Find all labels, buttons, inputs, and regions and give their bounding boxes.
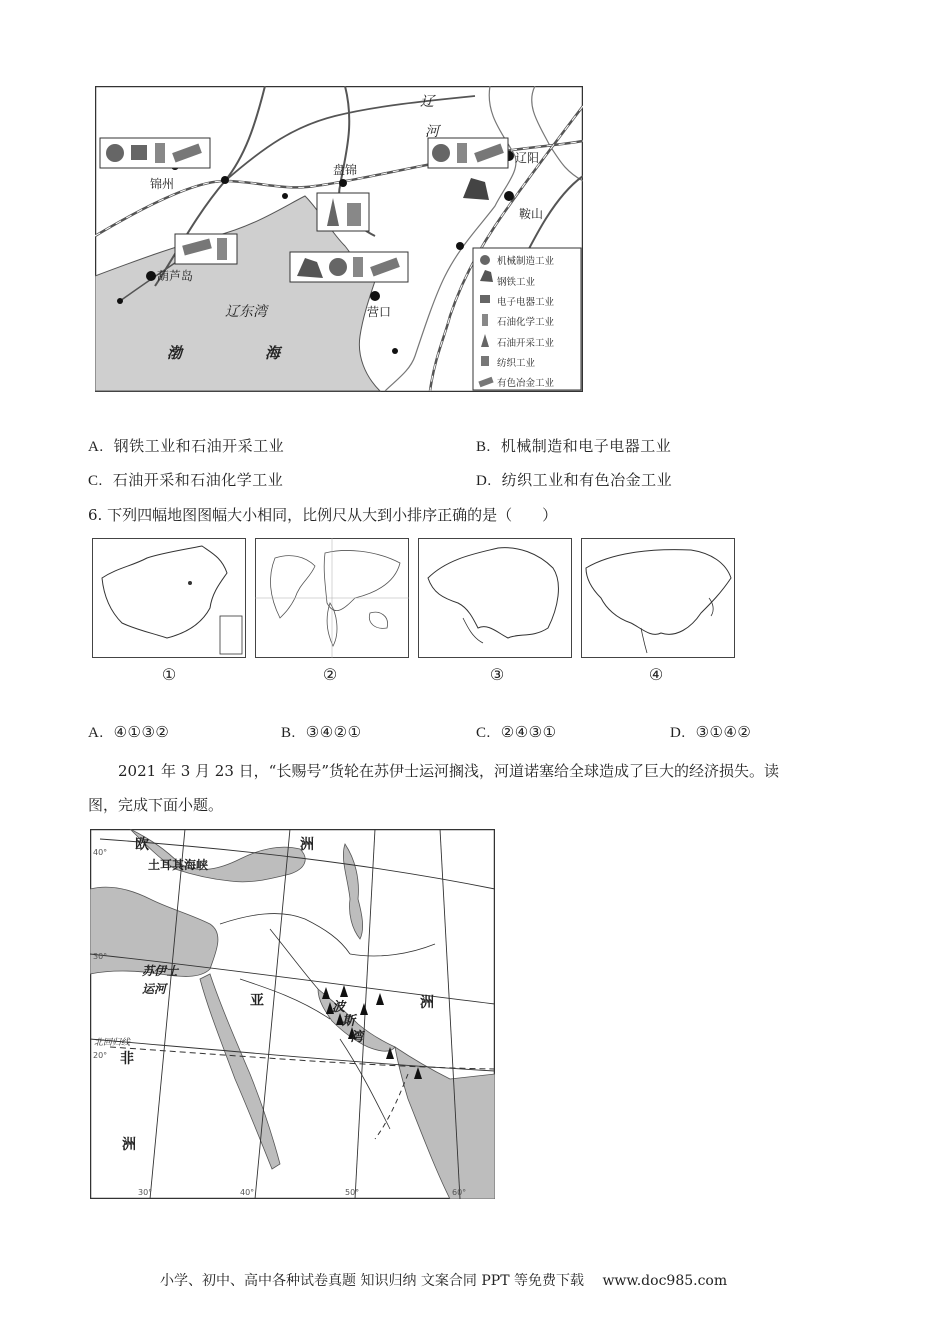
footer-url[interactable]: www.doc985.com <box>602 1273 728 1289</box>
label-fei: 非 <box>120 1051 134 1067</box>
label-hai: 海 <box>265 344 281 362</box>
lat-tick: 40° <box>93 848 108 857</box>
option-text: 机械制造和电子电器工业 <box>500 437 672 455</box>
label-anshan: 鞍山 <box>519 207 544 221</box>
yingkou-icon-box <box>290 252 408 282</box>
q5-option-d[interactable] <box>476 469 672 490</box>
liaoyang-icon-box <box>428 138 508 168</box>
label-yingkou: 营口 <box>367 305 392 319</box>
passage <box>88 754 888 822</box>
option-text: 钢铁工业和石油开采工业 <box>113 437 285 455</box>
map-label-1: ① <box>161 665 177 684</box>
passage-line-1: 2021 年 3 月 23 日，“长赐号”货轮在苏伊士运河搁浅，河道诺塞给全球造成了巨大的经济损失。读 <box>118 762 779 780</box>
q6-option-d[interactable] <box>670 723 751 742</box>
lon-tick: 60° <box>452 1188 467 1197</box>
label-ya: 亚 <box>250 993 264 1009</box>
label-bo: 渤 <box>167 344 183 362</box>
legend-label: 石油开采工业 <box>497 338 555 349</box>
map1-legend <box>473 248 581 390</box>
footer-text: 小学、初中、高中各种试卷真题 知识归纳 文案合同 PPT 等免费下载 <box>160 1273 584 1289</box>
label-ou: 欧 <box>135 837 149 853</box>
legend-label: 电子电器工业 <box>497 297 555 308</box>
label-bo: 波 <box>332 1000 346 1015</box>
label-panjin: 盘锦 <box>333 163 358 177</box>
option-text: ④①③② <box>113 723 170 741</box>
label-zhou-top: 洲 <box>300 837 314 853</box>
legend-label: 纺织工业 <box>497 358 536 369</box>
label-strait: 土耳其海峡 <box>148 858 209 872</box>
label-liaodongwan: 辽东湾 <box>225 304 267 320</box>
lat-tick: 20° <box>93 1051 108 1060</box>
label-tropic: 北回归线 <box>94 1038 131 1048</box>
option-text: ②④③① <box>500 723 557 741</box>
panjin-icon-box <box>317 193 369 231</box>
q6-option-a[interactable] <box>88 723 169 742</box>
map-label-2: ② <box>322 665 338 684</box>
label-liaoyang: 辽阳 <box>515 151 540 165</box>
label-zhou-mid: 洲 <box>420 995 434 1011</box>
q6-option-b[interactable] <box>281 723 362 742</box>
legend-label: 钢铁工业 <box>497 277 536 288</box>
passage-line-2: 图，完成下面小题。 <box>88 796 224 814</box>
q5-option-b[interactable] <box>476 435 671 456</box>
option-letter: B. <box>281 725 296 741</box>
map-label-3: ③ <box>489 665 505 684</box>
option-letter: B. <box>476 439 491 455</box>
legend-label: 有色冶金工业 <box>497 378 555 389</box>
option-letter: C. <box>88 473 103 489</box>
label-liao: 辽 <box>420 94 434 110</box>
label-wan: 湾 <box>350 1030 364 1045</box>
lat-tick: 30° <box>93 952 108 961</box>
map-china <box>92 538 246 658</box>
label-suez-2: 运河 <box>142 982 167 996</box>
option-text: ③④②① <box>305 723 362 741</box>
q6-option-c[interactable] <box>476 723 557 742</box>
option-text: ③①④② <box>695 723 752 741</box>
legend-label: 石油化学工业 <box>497 317 555 328</box>
map-liaoning <box>418 538 572 658</box>
tv-icon <box>131 145 147 160</box>
middle-east-map <box>90 829 495 1199</box>
q6-question: 6. 下列四幅地图图幅大小相同，比例尺从大到小排序正确的是（ ） <box>88 506 558 524</box>
label-zhou-bot: 洲 <box>122 1137 136 1153</box>
q5-option-a[interactable] <box>88 435 284 456</box>
map-asia <box>581 538 735 658</box>
map-label-4: ④ <box>648 665 664 684</box>
label-jinzhou: 锦州 <box>150 177 175 191</box>
label-si: 斯 <box>342 1014 356 1029</box>
option-text: 纺织工业和有色冶金工业 <box>501 471 673 489</box>
option-text: 石油开采和石油化学工业 <box>112 471 284 489</box>
map-world <box>255 538 409 658</box>
lon-tick: 30° <box>138 1188 153 1197</box>
lon-tick: 40° <box>240 1188 255 1197</box>
refinery-icon <box>155 143 165 163</box>
lon-tick: 50° <box>345 1188 360 1197</box>
label-huludao: 葫芦岛 <box>157 269 194 283</box>
legend-label: 机械制造工业 <box>497 256 555 267</box>
footer <box>160 1270 727 1290</box>
jinzhou-icon-box <box>100 138 210 168</box>
option-letter: A. <box>88 725 104 741</box>
q5-option-c[interactable] <box>88 469 283 490</box>
option-letter: C. <box>476 725 491 741</box>
option-letter: D. <box>476 473 492 489</box>
label-suez-1: 苏伊士 <box>142 964 179 978</box>
option-letter: A. <box>88 439 104 455</box>
liaoning-industry-map <box>95 86 583 392</box>
huludao-icon-box <box>175 234 237 264</box>
option-letter: D. <box>670 725 686 741</box>
gear-icon <box>106 144 124 162</box>
label-he: 河 <box>425 124 439 140</box>
